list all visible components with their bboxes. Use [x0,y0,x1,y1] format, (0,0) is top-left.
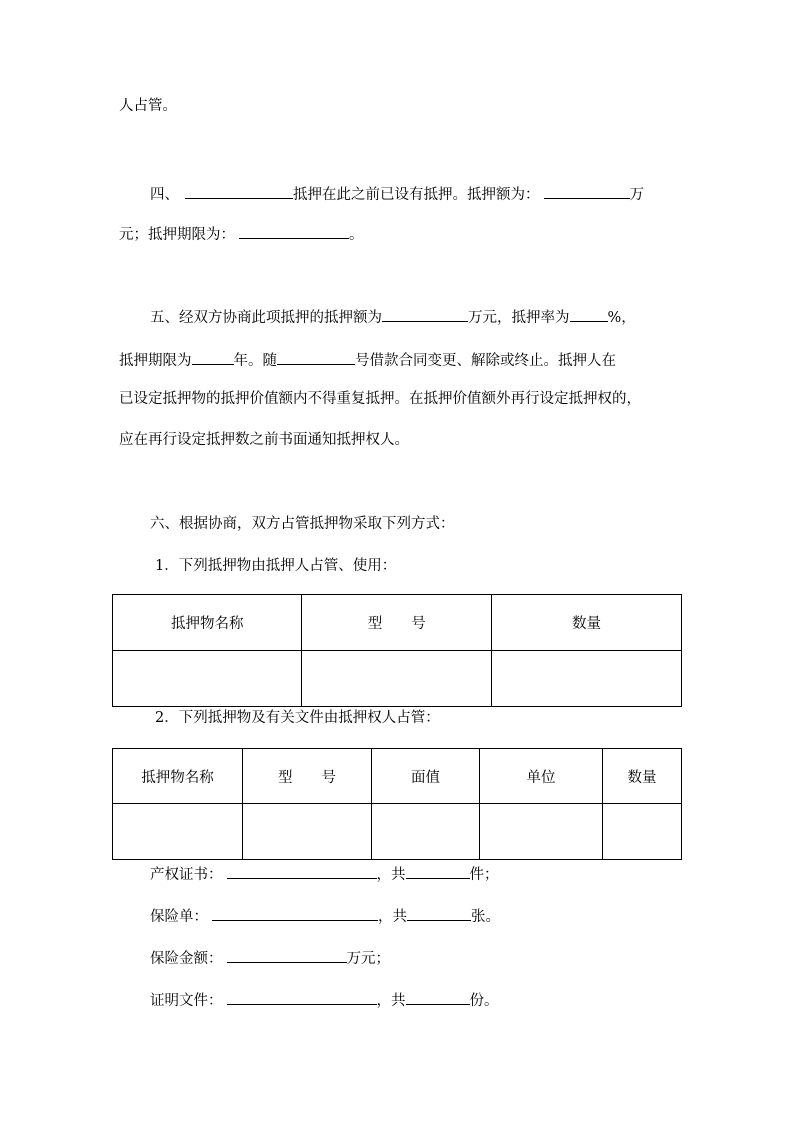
table-1-header-model: 型 号 [302,595,491,651]
section-4-mid: 抵押在此之前已设有抵押。抵押额为： [293,187,540,203]
section-6-item-2: 2．下列抵押物及有关文件由抵押权人占管： [155,710,440,726]
table-1 [112,594,682,707]
section-5-text-c: %， [607,310,636,326]
insurance-amount-unit: 万元； [346,951,390,967]
section-6-item-1: 1．下列抵押物由抵押人占管、使用： [155,558,397,574]
table-2-header-model: 型 号 [243,749,372,804]
blank-proof-count[interactable] [406,988,470,1005]
section-5-line-2 [119,348,616,368]
table-1-header-name: 抵押物名称 [113,595,302,651]
blank-property-cert[interactable] [227,862,377,879]
field-insurance-amount [150,946,390,966]
table-1-cell-quantity[interactable] [491,651,681,707]
blank-loan-contract-no[interactable] [277,348,355,365]
section-5-text-a: 五、经双方协商此项抵押的抵押额为 [150,310,382,326]
section-5-text-e: 年。随 [233,353,277,369]
blank-insurance-count[interactable] [407,904,471,921]
section-5-text-b: 万元，抵押率为 [468,310,570,326]
insurance-label: 保险单： [150,909,208,925]
blank-mortgage-amount[interactable] [544,182,630,199]
table-2-header-name: 抵押物名称 [113,749,243,804]
insurance-amount-label: 保险金额： [150,951,223,967]
blank-property-cert-count[interactable] [406,862,470,879]
continuation-text: 人占管。 [119,98,177,114]
section-5-text-d: 抵押期限为 [119,353,192,369]
section-4-line-1 [150,182,644,202]
section-6-heading: 六、根据协商，双方占管抵押物采取下列方式： [150,516,455,532]
table-2-cell-face-value[interactable] [372,804,480,860]
blank-insurance-amount[interactable] [227,946,347,963]
blank-term-years[interactable] [192,348,234,365]
blank-mortgage-term[interactable] [239,222,349,239]
table-2-cell-quantity[interactable] [603,804,682,860]
blank-proof-documents[interactable] [227,988,377,1005]
table-1-cell-model[interactable] [302,651,491,707]
table-2-header-face-value: 面值 [372,749,480,804]
proof-label: 证明文件： [150,993,223,1009]
section-5-line-3: 已设定抵押物的抵押价值额内不得重复抵押。在抵押价值额外再行设定抵押权的， [119,391,641,407]
property-cert-mid: ，共 [376,867,406,883]
property-cert-unit: 件； [469,867,499,883]
proof-mid: ，共 [376,993,406,1009]
field-insurance-policy [150,904,500,924]
blank-agreed-amount[interactable] [382,305,468,322]
table-1-header-quantity: 数量 [491,595,681,651]
section-4-term-label: 元；抵押期限为： [119,227,235,243]
insurance-unit: 张。 [471,909,500,925]
blank-mortgage-item[interactable] [185,182,293,199]
table-1-header-row [113,595,682,651]
section-4-unit: 万 [629,187,644,203]
table-2-header-unit: 单位 [480,749,603,804]
table-2-cell-model[interactable] [243,804,372,860]
field-proof-documents [150,988,499,1008]
table-2 [112,748,682,860]
section-4-end: 。 [349,227,364,243]
section-4-line-2 [119,222,364,242]
section-5-text-f: 号借款合同变更、解除或终止。抵押人在 [355,353,616,369]
table-row [113,804,682,860]
section-5-line-4: 应在再行设定抵押数之前书面通知抵押权人。 [119,432,409,448]
table-2-cell-name[interactable] [113,804,243,860]
table-2-header-row [113,749,682,804]
section-4-prefix: 四、 [150,187,179,203]
field-property-cert [150,862,499,882]
proof-unit: 份。 [469,993,499,1009]
section-5-line-1 [150,305,636,325]
table-1-cell-name[interactable] [113,651,302,707]
table-2-cell-unit[interactable] [480,804,603,860]
table-2-header-quantity: 数量 [603,749,682,804]
blank-mortgage-rate[interactable] [570,305,608,322]
insurance-mid: ，共 [378,909,407,925]
table-row [113,651,682,707]
property-cert-label: 产权证书： [150,867,223,883]
blank-insurance-policy[interactable] [212,904,378,921]
